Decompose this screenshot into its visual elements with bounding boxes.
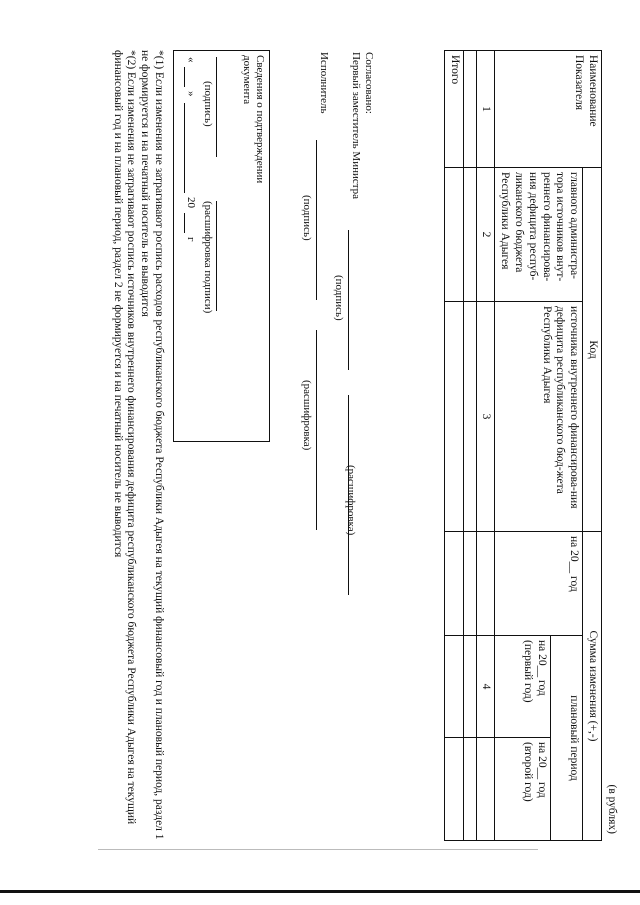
date-day-line xyxy=(184,67,185,87)
signature-block xyxy=(75,50,375,840)
col-num-1: 1 xyxy=(476,51,495,168)
confirmation-title: Сведения о подтверждении документа xyxy=(240,55,266,184)
confirm-signature-caption: (подпись) xyxy=(202,81,214,127)
units-label: (в рублях) xyxy=(606,784,618,834)
confirm-signature-line xyxy=(216,57,217,157)
table-number-row xyxy=(476,51,495,841)
deputy-signature-line xyxy=(348,230,349,370)
table-header-row-2 xyxy=(551,51,583,841)
confirmation-box xyxy=(173,50,270,442)
deputy-label: Первый заместитель Министра xyxy=(350,52,362,200)
table-header-row-1 xyxy=(583,51,602,841)
date-month-line xyxy=(184,103,185,193)
header-plan: плановый период xyxy=(551,636,583,841)
date-open-quote: « xyxy=(185,57,197,63)
table-total-row xyxy=(444,51,463,841)
col-num-2: 2 xyxy=(476,168,495,302)
col-num-3: 3 xyxy=(476,302,495,532)
header-second-year: на 20__ год (второй год) xyxy=(495,738,551,841)
deputy-decoding-caption: (расшифровка) xyxy=(345,465,357,536)
header-code: Код xyxy=(583,168,602,532)
col-num-empty-2 xyxy=(476,738,495,841)
date-year-suffix: г xyxy=(185,237,197,242)
executor-label: Исполнитель xyxy=(318,52,330,114)
confirm-decoding-line xyxy=(216,201,217,311)
header-name: Наименование Показателя xyxy=(495,51,602,168)
executor-decoding-caption: (расшифровка) xyxy=(301,380,313,451)
rotated-page xyxy=(60,50,620,840)
date-close-quote: » xyxy=(185,91,197,97)
agreed-label: Согласовано: xyxy=(363,52,375,114)
footnotes xyxy=(110,50,165,840)
table-row xyxy=(463,51,476,841)
footnote-2: *(2) Если изменения не затрагивают роспись источников внутреннего финансирования дефицита республиканского бюджета Республики Адыгея на текущий финансовый год и на плановый период, раздел 2 не формируется и на печатный носитель не выводится xyxy=(111,50,138,825)
date-year-line xyxy=(184,213,185,233)
page-bottom-rule xyxy=(0,890,640,893)
fold-line xyxy=(98,849,538,850)
header-admin: главного администра-тора источников внут-реннего финансирова-ния дефицита респуб-ликанского бюджета Республики Адыгея xyxy=(495,168,583,302)
deputy-signature-caption: (подпись) xyxy=(333,275,345,321)
footnote-1: *(1) Если изменения не затрагивают роспись расходов республиканского бюджета Республики Адыгея на текущий финансовый год и плановый период, раздел 1 не формируется и на печатный носитель не выводится xyxy=(139,50,165,840)
header-source: источника внутреннего финансирова-ния дефицита республиканского бюд-жета Республики Адыгея xyxy=(495,302,583,532)
col-num-4: 4 xyxy=(476,636,495,738)
confirm-decoding-caption: (расшифровка подписи) xyxy=(202,201,214,314)
executor-decoding-line xyxy=(316,330,317,530)
col-num-empty xyxy=(476,532,495,636)
total-label: Итого xyxy=(444,51,463,168)
date-year-prefix: 20 xyxy=(185,197,197,208)
header-first-year: на 20__ год (первый год) xyxy=(495,636,551,738)
executor-signature-caption: (подпись) xyxy=(301,195,313,241)
changes-table xyxy=(444,50,602,841)
header-sum: Сумма изменения (+,-) xyxy=(583,532,602,841)
header-year: на 20__ год xyxy=(495,532,583,636)
executor-signature-line xyxy=(316,140,317,300)
